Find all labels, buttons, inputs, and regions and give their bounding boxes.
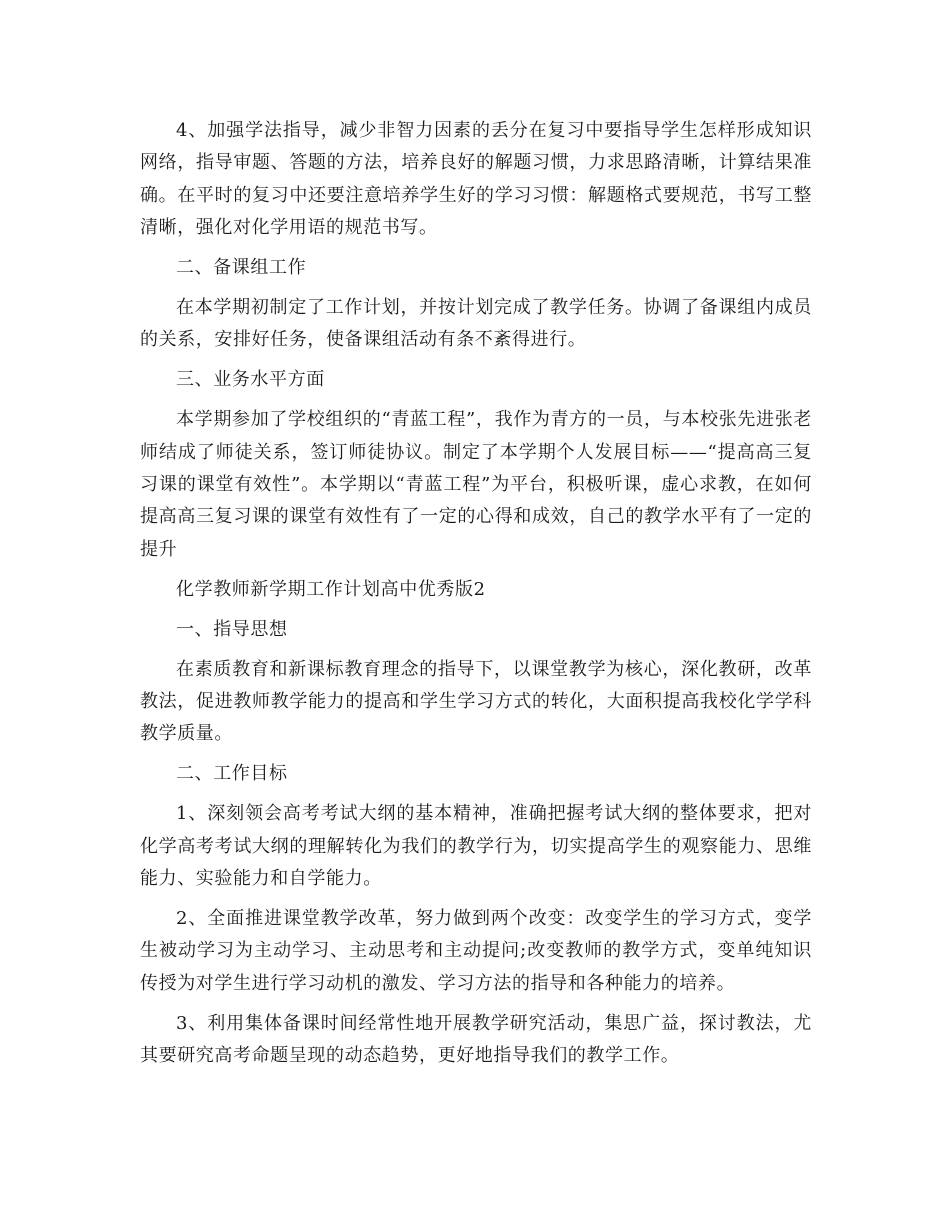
paragraph-goal-1: 1、深刻领会高考考试大纲的基本精神，准确把握考试大纲的整体要求，把对化学高考考试大纲的理解转化为我们的教学行为，切实提高学生的观察能力、思维能力、实验能力和自学能力。 (140, 803, 812, 890)
paragraph-guiding-ideology: 在素质教育和新课标教育理念的指导下，以课堂教学为核心，深化教研，改革教法，促进教师教学能力的提高和学生学习方式的转化，大面积提高我校化学学科教学质量。 (140, 658, 812, 745)
paragraph-goal-3: 3、利用集体备课时间经常性地开展教学研究活动，集思广益，探讨教法，尤其要研究高考命题呈现的动态趋势，更好地指导我们的教学工作。 (140, 1012, 812, 1067)
paragraph-study-method-guidance: 4、加强学法指导，减少非智力因素的丢分在复习中要指导学生怎样形成知识网络，指导审题、答题的方法，培养良好的解题习惯，力求思路清晰，计算结果准确。在平时的复习中还要注意培养学生好的学习习惯：解题格式要规范，书写工整清晰，强化对化学用语的规范书写。 (140, 120, 812, 239)
heading-work-goals: 二、工作目标 (176, 763, 288, 785)
paragraph-lesson-prep-group: 在本学期初制定了工作计划，并按计划完成了教学任务。协调了备课组内成员的关系，安排好任务，使备课组活动有条不紊得进行。 (140, 297, 812, 351)
heading-guiding-ideology: 一、指导思想 (176, 618, 288, 640)
heading-professional-level: 三、业务水平方面 (176, 369, 325, 391)
paragraph-goal-2: 2、全面推进课堂教学改革，努力做到两个改变：改变学生的学习方式，变学生被动学习为主动学习、主动思考和主动提问;改变教师的教学方式，变单纯知识传授为对学生进行学习动机的激发、学习方法的指导和各种能力的培养。 (140, 907, 812, 994)
section-title-plan-2: 化学教师新学期工作计划高中优秀版2 (176, 578, 486, 600)
paragraph-professional-level: 本学期参加了学校组织的“青蓝工程”，我作为青方的一员，与本校张先进张老师结成了师徒关系，签订师徒协议。制定了本学期个人发展目标——“提高高三复习课的课堂有效性”。本学期以“青蓝工程”为平台，积极听课，虚心求教，在如何提高高三复习课的课堂有效性有了一定的心得和成效，自己的教学水平有了一定的提升 (140, 409, 812, 560)
document-body (140, 115, 812, 1080)
heading-lesson-prep-group: 二、备课组工作 (176, 257, 307, 279)
